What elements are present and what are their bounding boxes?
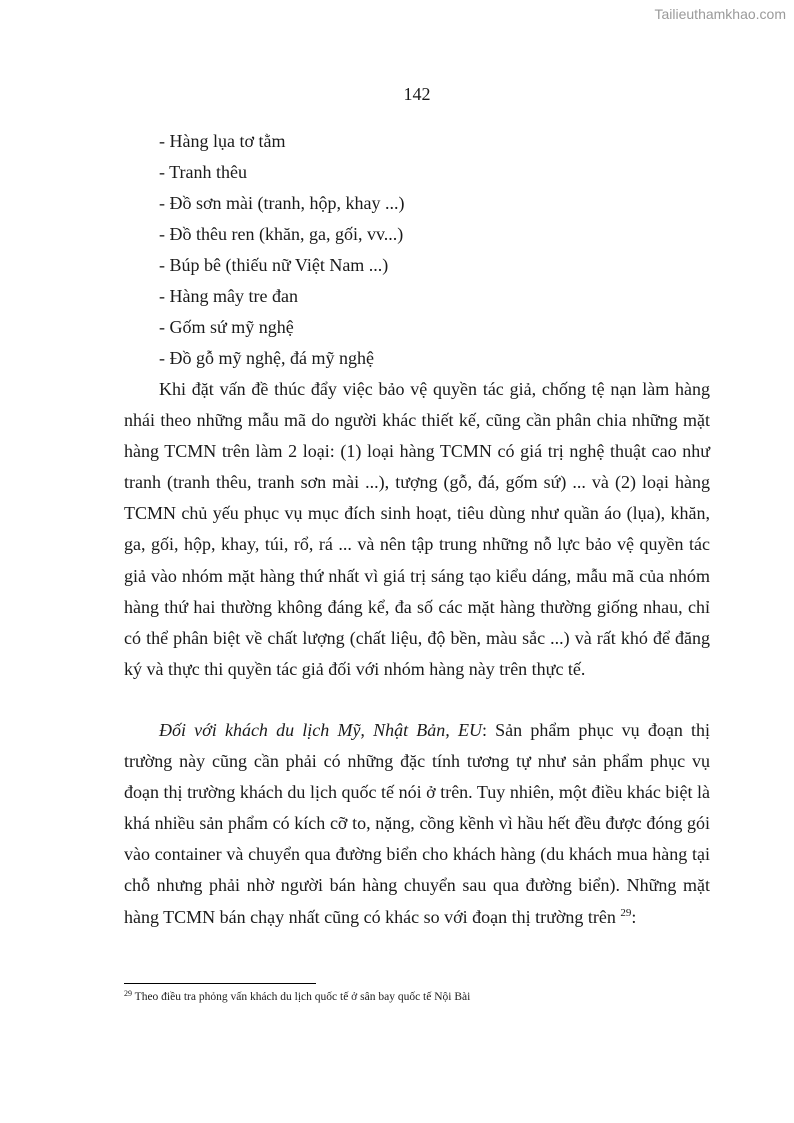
list-item: - Tranh thêu [159, 162, 248, 182]
list-item: - Hàng lụa tơ tằm [159, 131, 286, 151]
footnote [124, 989, 724, 1005]
footnote-number: 29 [124, 989, 132, 998]
list-item: - Búp bê (thiếu nữ Việt Nam ...) [159, 255, 389, 275]
list-item: - Đồ sơn mài (tranh, hộp, khay ...) [159, 193, 405, 213]
body-paragraph-tourists [124, 715, 710, 933]
list-item: - Hàng mây tre đan [159, 286, 298, 306]
list-item: - Đồ thêu ren (khăn, ga, gối, vv...) [159, 224, 404, 244]
paragraph-lead-italic: Đối với khách du lịch Mỹ, Nhật Bản, EU [159, 720, 482, 740]
product-list [159, 126, 719, 374]
paragraph-text: : Sản phẩm phục vụ đoạn thị trường này cũng cần phải có những đặc tính tương tự như sản phẩm phục vụ đoạn thị trường khách du lịch quốc tế nói ở trên. Tuy nhiên, một điều khác biệt là khá nhiều sản phẩm có kích cỡ to, nặng, cồng kềnh vì hầu hết đều được đóng gói vào container và chuyển qua đường biển cho khách hàng (du khách mua hàng tại chỗ nhưng phải nhờ người bán hàng chuyển sau qua đường biển). Những mặt hàng TCMN bán chạy nhất cũng có khác so với đoạn thị trường trên [124, 720, 710, 927]
list-item: - Gốm sứ mỹ nghệ [159, 317, 294, 337]
footnote-text: Theo điều tra phỏng vấn khách du lịch quốc tế ở sân bay quốc tế Nội Bài [132, 991, 471, 1003]
watermark-text: Tailieuthamkhao.com [654, 6, 786, 22]
footnote-divider [124, 983, 316, 984]
paragraph-end: : [631, 906, 637, 927]
list-item: - Đồ gỗ mỹ nghệ, đá mỹ nghệ [159, 348, 374, 368]
page-number: 142 [403, 84, 431, 104]
body-paragraph-copyright: Khi đặt vấn đề thúc đẩy việc bảo vệ quyền tác giả, chống tệ nạn làm hàng nhái theo những mẫu mã do người khác thiết kế, cũng cần phân chia những mặt hàng TCMN trên làm 2 loại: (1) loại hàng TCMN có giá trị nghệ thuật cao như tranh (tranh thêu, tranh sơn mài ...), tượng (gỗ, đá, gốm sứ) ... và (2) loại hàng TCMN chủ yếu phục vụ mục đích sinh hoạt, tiêu dùng như quần áo (lụa), khăn, ga, gối, hộp, khay, túi, rổ, rá ... và nên tập trung những nỗ lực bảo vệ quyền tác giả vào nhóm mặt hàng thứ nhất vì giá trị sáng tạo kiểu dáng, mẫu mã của nhóm hàng thứ hai thường không đáng kể, đa số các mặt hàng thường giống nhau, chỉ có thể phân biệt về chất lượng (chất liệu, độ bền, màu sắc ...) và rất khó để đăng ký và thực thi quyền tác giả đối với nhóm hàng này trên thực tế. [124, 379, 710, 679]
footnote-reference[interactable]: 29 [620, 906, 632, 919]
